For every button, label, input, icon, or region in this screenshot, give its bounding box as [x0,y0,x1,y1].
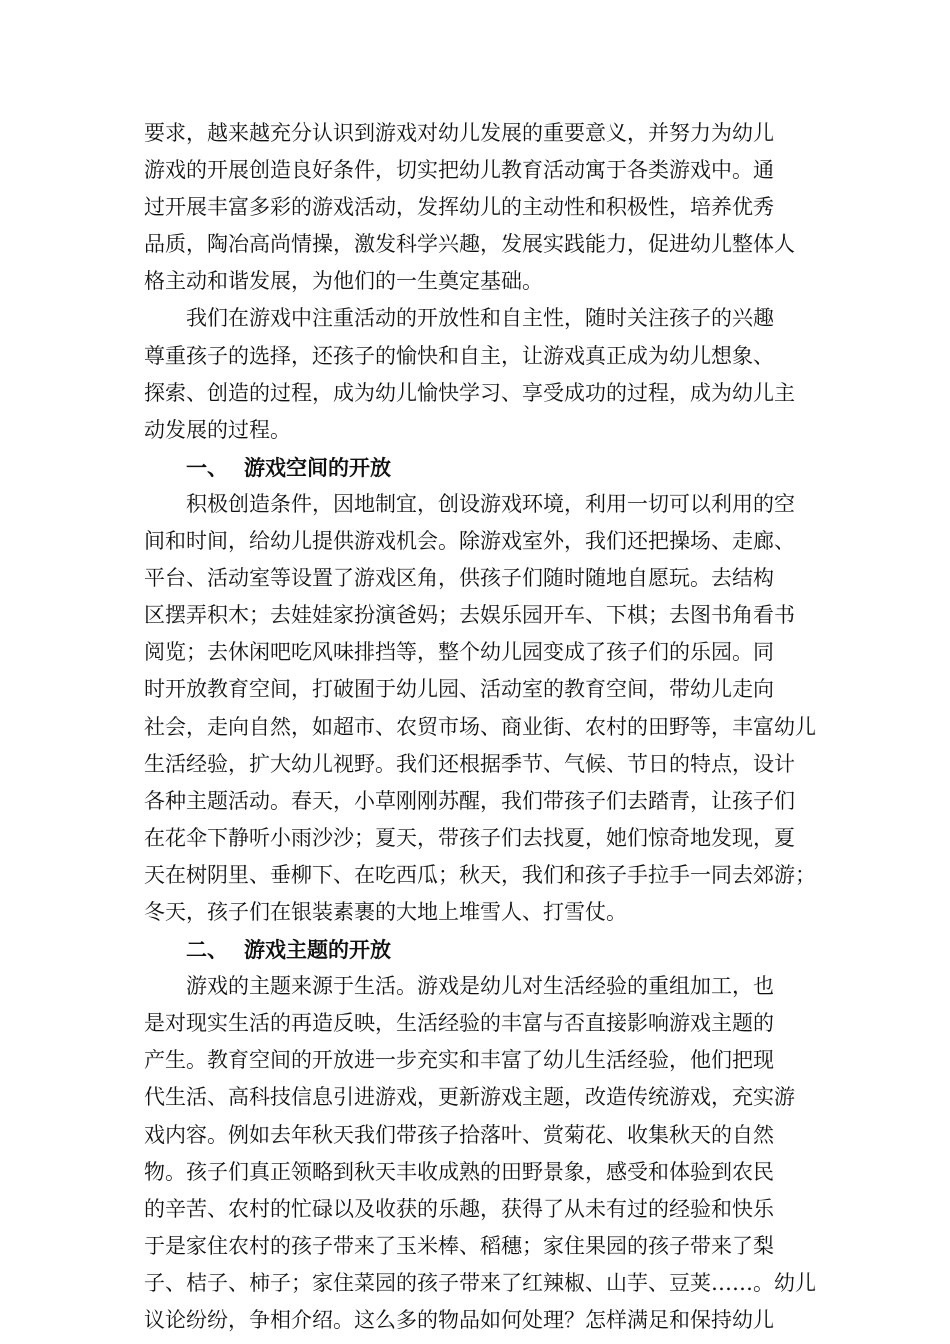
text-line: 产生。教育空间的开放进一步充实和丰富了幼儿生活经验，他们把现 [144,1048,774,1073]
section-number: 二、 [186,937,228,963]
text-line: 社会，走向自然，如超市、农贸市场、商业街、农村的田野等，丰富幼儿 [144,714,816,739]
text-line: 阅览；去休闲吧吃风味排挡等，整个幼儿园变成了孩子们的乐园。同 [144,640,774,665]
text-line: 区摆弄积木；去娃娃家扮演爸妈；去娱乐园开车、下棋；去图书角看书 [144,603,795,628]
paragraph-first-line: 游戏的主题来源于生活。游戏是幼儿对生活经验的重组加工，也 [186,974,774,999]
text-line: 平台、活动室等设置了游戏区角，供孩子们随时随地自愿玩。去结构 [144,566,774,591]
text-line: 物。孩子们真正领略到秋天丰收成熟的田野景象，感受和体验到农民 [144,1159,774,1184]
text-line: 各种主题活动。春天，小草刚刚苏醒，我们带孩子们去踏青，让孩子们 [144,788,795,813]
text-line: 于是家住农村的孩子带来了玉米棒、稻穗；家住果园的孩子带来了梨 [144,1233,774,1258]
text-line: 生活经验，扩大幼儿视野。我们还根据季节、气候、节日的特点，设计 [144,751,795,776]
text-line: 时开放教育空间，打破囿于幼儿园、活动室的教育空间，带幼儿走向 [144,677,774,702]
text-line: 尊重孩子的选择，还孩子的愉快和自主，让游戏真正成为幼儿想象、 [144,343,774,368]
text-line: 天在树阴里、垂柳下、在吃西瓜；秋天，我们和孩子手拉手一同去郊游； [144,862,816,887]
text-line: 是对现实生活的再造反映，生活经验的丰富与否直接影响游戏主题的 [144,1011,774,1036]
text-line: 游戏的开展创造良好条件，切实把幼儿教育活动寓于各类游戏中。通 [144,158,774,183]
section-title: 游戏主题的开放 [244,937,391,963]
text-line: 戏内容。例如去年秋天我们带孩子拾落叶、赏菊花、收集秋天的自然 [144,1122,774,1147]
text-line: 议论纷纷，争相介绍。这么多的物品如何处理？怎样满足和保持幼儿 [144,1308,774,1332]
section-number: 一、 [186,454,228,480]
paragraph-first-line: 积极创造条件，因地制宜，创设游戏环境，利用一切可以利用的空 [186,491,795,516]
text-line: 代生活、高科技信息引进游戏，更新游戏主题，改造传统游戏，充实游 [144,1085,795,1110]
section-title: 游戏空间的开放 [244,454,391,480]
text-line: 要求，越来越充分认识到游戏对幼儿发展的重要意义，并努力为幼儿 [144,121,774,145]
text-line: 过开展丰富多彩的游戏活动，发挥幼儿的主动性和积极性，培养优秀 [144,195,774,220]
text-line: 间和时间，给幼儿提供游戏机会。除游戏室外，我们还把操场、走廊、 [144,529,795,554]
text-line: 子、桔子、柿子；家住菜园的孩子带来了红辣椒、山芋、豆荚……。幼儿 [144,1270,816,1295]
section-heading-1 [144,449,814,486]
text-line: 格主动和谐发展，为他们的一生奠定基础。 [144,269,543,294]
text-line: 冬天，孩子们在银装素裹的大地上堆雪人、打雪仗。 [144,899,627,924]
text-line: 的辛苦、农村的忙碌以及收获的乐趣，获得了从未有过的经验和快乐 [144,1196,774,1221]
text-line: 品质，陶冶高尚情操，激发科学兴趣，发展实践能力，促进幼儿整体人 [144,232,795,257]
text-line: 探索、创造的过程，成为幼儿愉快学习、享受成功的过程，成为幼儿主 [144,380,795,405]
section-heading-2 [144,931,814,968]
text-line: 在花伞下静听小雨沙沙；夏天，带孩子们去找夏，她们惊奇地发现，夏 [144,825,795,850]
text-line: 动发展的过程。 [144,417,291,442]
paragraph-first-line: 我们在游戏中注重活动的开放性和自主性，随时关注孩子的兴趣 [186,306,774,331]
body-text [144,115,814,1339]
